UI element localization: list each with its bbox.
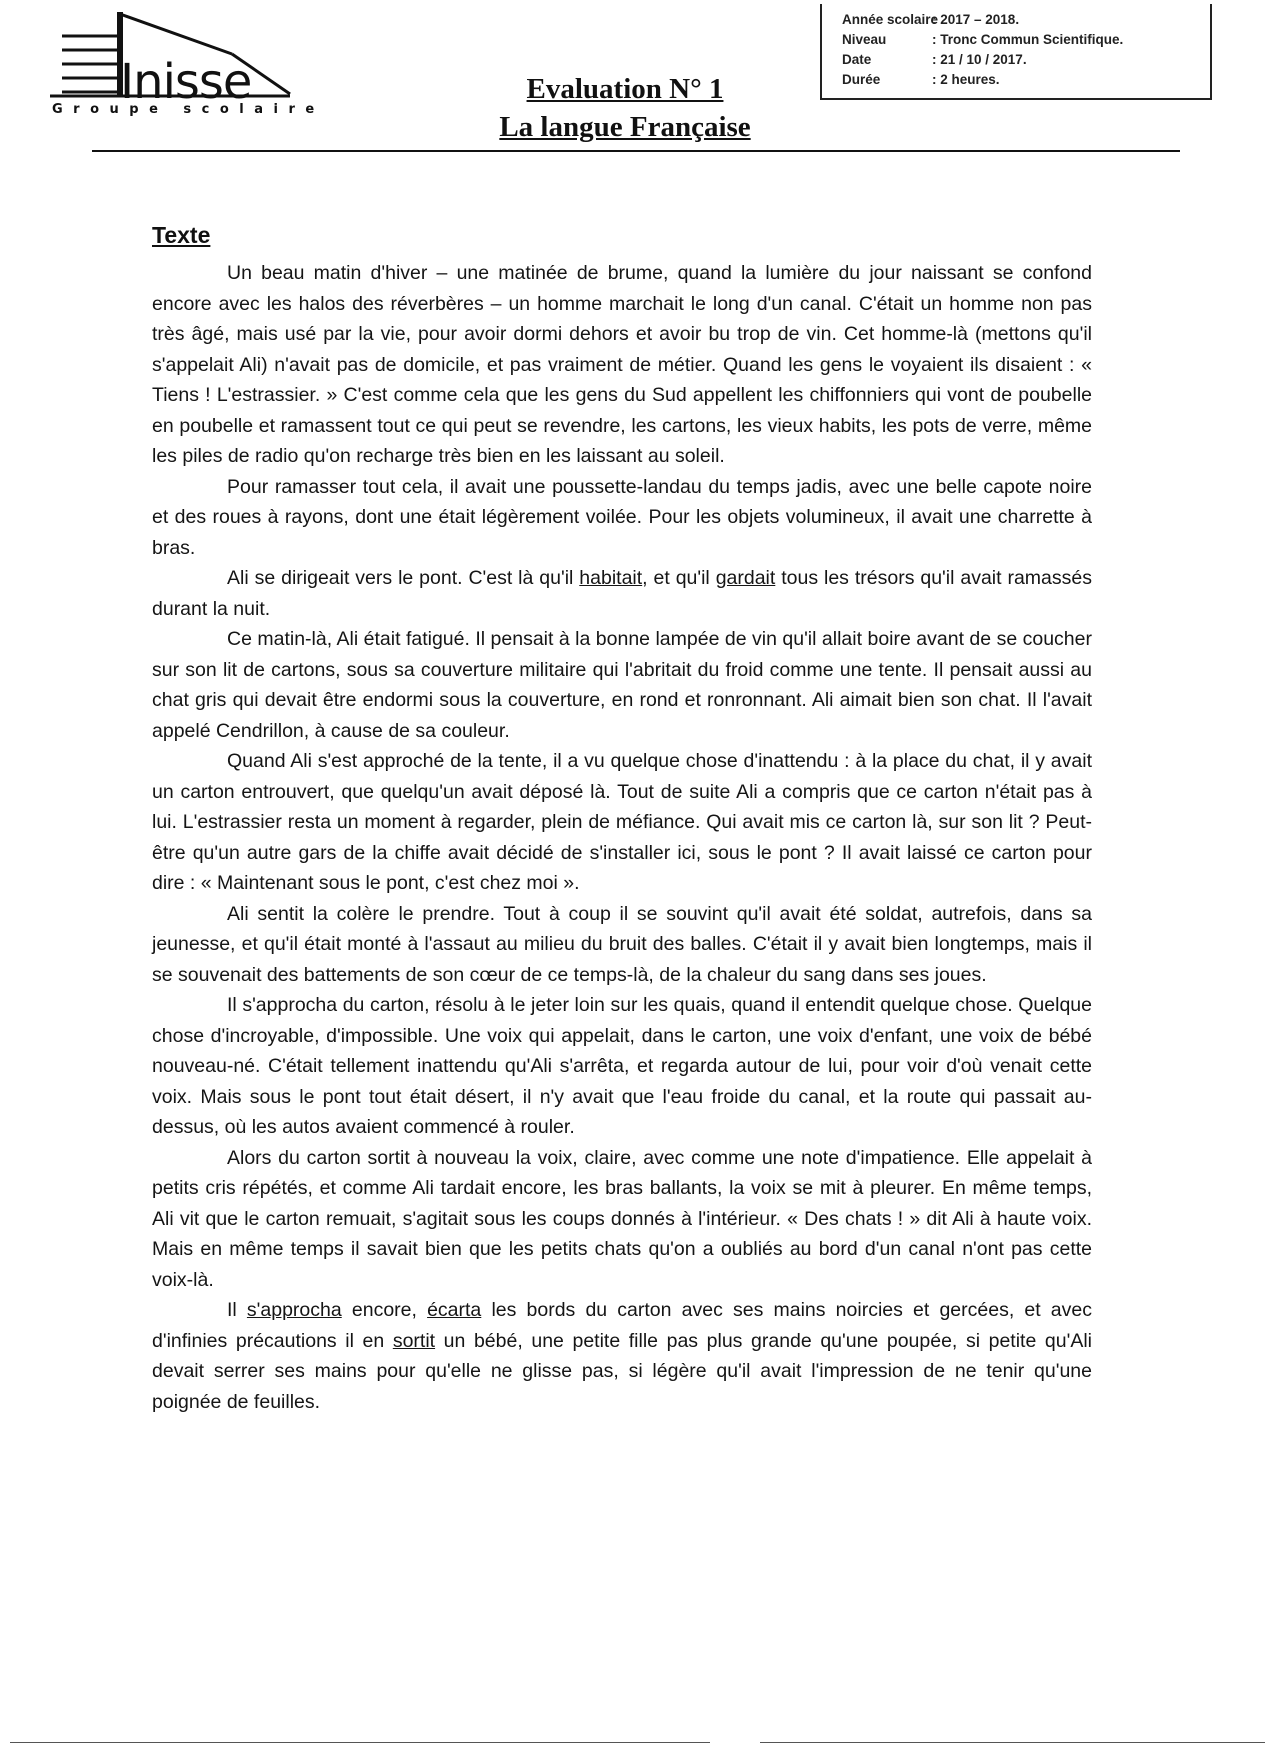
footer-divider-right [760,1742,1265,1743]
exam-title-line2: La langue Française [499,111,751,143]
paragraph: Pour ramasser tout cela, il avait une poussette-landau du temps jadis, avec une belle capote noire et des roues à rayons, dont une était légèrement voilée. Pour les objets volumineux, il avait une charrette à bras. [152,475,1092,559]
footer-divider-left [10,1742,710,1743]
underlined-word: gardait [715,567,776,589]
header-divider [92,150,1180,152]
info-row-level [842,30,1210,50]
paragraph: Ce matin-là, Ali était fatigué. Il pensait à la bonne lampée de vin qu'il allait boire avant de se coucher sur son lit de cartons, sous sa couverture militaire qui l'abritait du froid comme une tente. Il pensait aussi au chat gris qui devait être endormi sous la couverture, en rond et ronronnant. Ali aimait bien son chat. Il l'avait appelé Cendrillon, à cause de sa couleur. [152,628,1092,742]
text-span: Il [227,1299,247,1321]
logo-subtitle: Groupe scolaire [52,102,325,117]
underlined-word: sortit [392,1329,436,1352]
text-span: encore, [341,1299,428,1321]
text-body [152,258,1092,1417]
info-label: Durée [842,72,881,87]
text-span: un bébé, une petite fille pas plus grande qu'une poupée, si petite qu'Ali devait serrer ses mains pour qu'elle ne glisse pas, si légère qu'il avait l'impression de ne tenir qu'une poignée de feuilles. [152,1329,1092,1413]
info-row-year [842,10,1210,30]
text-span: les bords du carton avec ses mains noircies et gercées, et avec d'infinies précautions il en [152,1299,1092,1352]
logo-name: Inisse [120,54,252,110]
paragraph: Il s'approcha du carton, résolu à le jeter loin sur les quais, quand il entendit quelque chose. Quelque chose d'incroyable, d'impossible. Une voix qui appelait, dans le carton, une voix d'enfant, une voix de bébé nouveau-né. C'était tellement inattendu qu'Ali s'arrêta, et regarda autour de lui, pour voir d'où venait cette voix. Mais sous le pont tout était désert, il n'y avait que l'eau froide du canal, et la route qui passait au-dessus, où les autos avaient commencé à rouler. [152,994,1092,1138]
paragraph [152,563,1092,624]
underlined-word: écarta [427,1299,482,1321]
paragraph: Ali sentit la colère le prendre. Tout à coup il se souvint qu'il avait été soldat, autrefois, dans sa jeunesse, et qu'il était monté à l'assaut au milieu du bruit des balles. C'était il y avait bien longtemps, mais il se souvenait des battements de son cœur de ce temps-là, de la chaleur du sang dans ses joues. [152,902,1092,986]
exam-info-box [820,4,1212,100]
info-row-date [842,50,1210,70]
info-label: Niveau [842,32,887,47]
info-row-duration [842,70,1210,90]
info-label: Année scolaire [842,12,939,27]
paragraph: Un beau matin d'hiver – une matinée de brume, quand la lumière du jour naissant se confond encore avec les halos des réverbères – un homme marchait le long d'un canal. C'était un homme non pas très âgé, mais usé par la vie, pour avoir dormi dehors et avoir bu trop de vin. Cet homme-là (mettons qu'il s'appelait Ali) n'avait pas de domicile, et pas vraiment de métier. Quand les gens le voyaient ils disaient : « Tiens ! L'estrassier. » C'est comme cela que les gens du Sud appellent les chiffonniers qui vont de poubelle en poubelle et ramassent tout ce qui peut se revendre, les cartons, les vieux habits, les pots de verre, même les piles de radio qu'on recharge très bien en les laissant au soleil. [152,262,1092,467]
underlined-word: s'approcha [246,1299,342,1321]
paragraph: Alors du carton sortit à nouveau la voix, claire, avec comme une note d'impatience. Elle appelait à petits cris répétés, et comme Ali tardait encore, les bras ballants, la voix se mit à pleurer. En même temps, Ali vit que le carton remuait, s'agitait sous les coups donnés à l'intérieur. « Des chats ! » dit Ali à haute voix. Mais en même temps il savait bien que les petits chats qu'on a oubliés au bord d'un canal n'ont pas cette voix-là. [152,1146,1092,1291]
underlined-word: habitait [579,567,643,589]
info-value: : Tronc Commun Scientifique. [932,32,1124,47]
section-title: Texte [152,222,211,248]
paragraph [152,1295,1092,1417]
text-span: tous les trésors qu'il avait ramassés durant la nuit. [152,567,1092,620]
info-value: : 2 heures. [932,72,1000,87]
info-label: Date [842,52,872,67]
info-value: : 21 / 10 / 2017. [932,52,1027,67]
info-value: : 2017 – 2018. [932,12,1020,27]
exam-title-line1: Evaluation N° 1 [526,73,724,105]
school-logo [50,10,340,117]
paragraph: Quand Ali s'est approché de la tente, il a vu quelque chose d'inattendu : à la place du chat, il y avait un carton entrouvert, que quelqu'un avait déposé là. Tout de suite Ali a compris que ce carton n'était pas à lui. L'estrassier resta un moment à regarder, plein de méfiance. Qui avait mis ce carton là, sur son lit ? Peut-être qu'un autre gars de la chiffe avait décidé de s'installer ici, sous le pont ? Il avait laissé ce carton pour dire : « Maintenant sous le pont, c'est chez moi ». [152,750,1092,894]
text-span: Ali se dirigeait vers le pont. C'est là qu'il [227,567,580,589]
text-span: , et qu'il [642,567,716,589]
exam-title [420,70,830,146]
